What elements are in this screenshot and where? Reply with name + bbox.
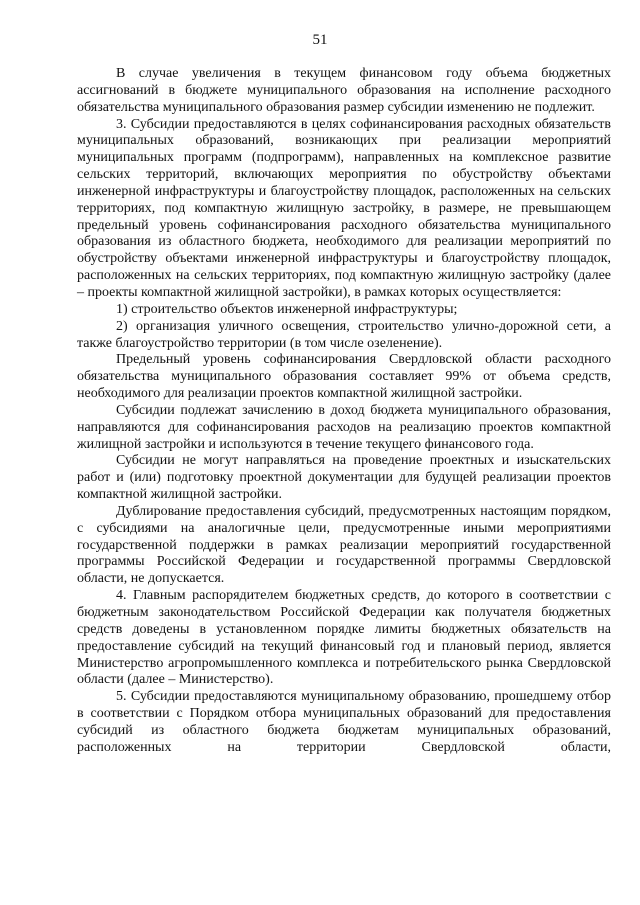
- paragraph-budget-increase: В случае увеличения в текущем финансовом году объема бюджетных ассигнований в бюджете муниципального образования на исполнение расходного обязательства муниципального образования размер субсидии изменению не подлежит.: [77, 66, 611, 115]
- paragraph-subsidy-crediting: Субсидии подлежат зачислению в доход бюджета муниципального образования, направляются для софинансирования расходов на реализацию проектов компактной жилищной застройки и используются в течение текущего финансового года.: [77, 402, 611, 452]
- paragraph-duplication: Дублирование предоставления субсидий, предусмотренных настоящим порядком, с субсидиями на аналогичные цели, предусмотренные иными мероприятиями государственной поддержки в рамках реализации мероприятий государственной программы Российской Федерации и государственной программы Свердловской области, не допускается.: [77, 503, 611, 587]
- paragraph-cofinancing-level: Предельный уровень софинансирования Свердловской области расходного обязательства муниципального образования составляет 99% от объема средств, необходимого для реализации проектов компактной жилищной застройки.: [77, 352, 611, 402]
- paragraph-subsidy-restrictions: Субсидии не могут направляться на проведение проектных и изыскательских работ и (или) подготовку проектной документации для будущей реализации проектов компактной жилищной застройки.: [77, 453, 611, 503]
- paragraph-item-5: 5. Субсидии предоставляются муниципальному образованию, прошедшему отбор в соответствии с Порядком отбора муниципальных образований для предоставления субсидий из областного бюджета бюджетам муниципальных образований, расположенных на территории Свердловской области,: [77, 689, 611, 755]
- paragraph-item-3: 3. Субсидии предоставляются в целях софинансирования расходных обязательств муниципальных образований, возникающих при реализации мероприятий муниципальных программ (подпрограмм), направленных на комплексное развитие сельских территорий, включающих мероприятия по обустройству объектами инженерной инфраструктуры и благоустройству площадок, расположенных на сельских территориях, под компактную жилищную застройку, в размере, не превышающем предельный уровень софинансирования расходного обязательства муниципального образования из областного бюджета, необходимого для реализации мероприятий по обустройству объектами инженерной инфраструктуры и благоустройству площадок, расположенных на сельских территориях, под компактную жилищную застройку (далее – проекты компактной жилищной застройки), в рамках которых осуществляется:: [77, 116, 611, 300]
- document-body: [77, 66, 611, 757]
- paragraph-subitem-2: 2) организация уличного освещения, строительство улично-дорожной сети, а также благоустройство территории (в том числе озеленение).: [77, 318, 611, 351]
- page-number: 51: [312, 32, 328, 48]
- paragraph-subitem-1: 1) строительство объектов инженерной инфраструктуры;: [116, 301, 458, 317]
- paragraph-item-4: 4. Главным распорядителем бюджетных средств, до которого в соответствии с бюджетным законодательством Российской Федерации как получателя бюджетных средств доведены в установленном порядке лимиты бюджетных обязательств на предоставление субсидий на текущий финансовый год и плановый период, является Министерство агропромышленного комплекса и потребительского рынка Свердловской области (далее – Министерство).: [77, 588, 611, 688]
